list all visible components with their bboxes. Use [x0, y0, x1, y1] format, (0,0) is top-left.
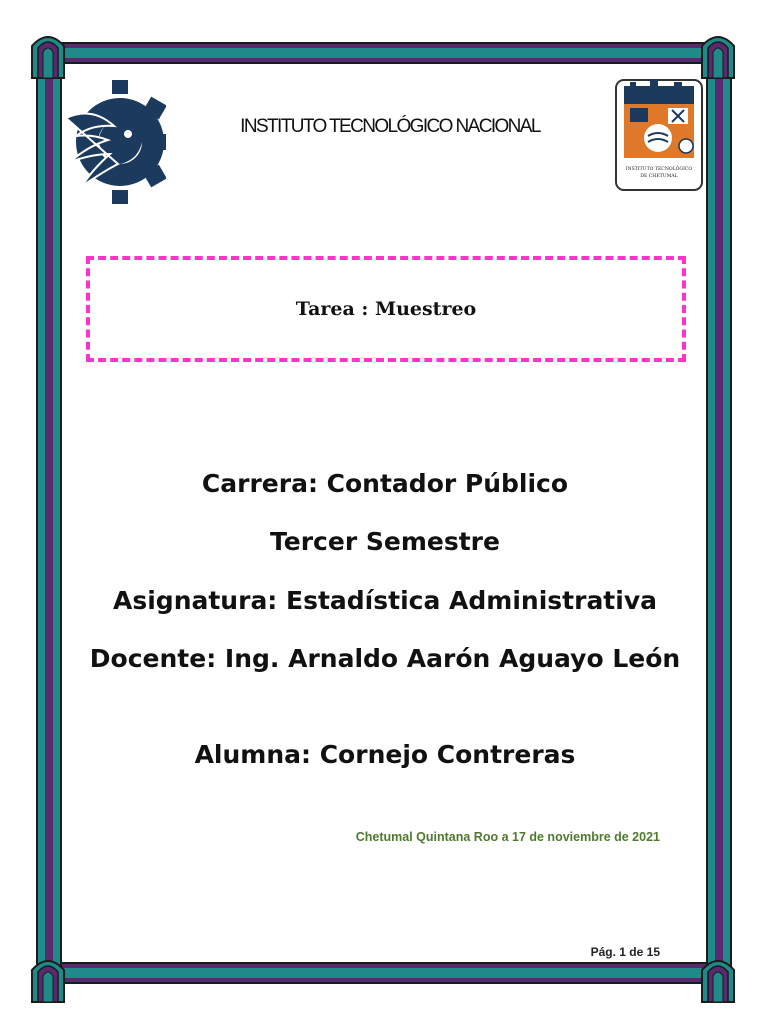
task-box [86, 256, 686, 362]
border-left [36, 50, 62, 974]
date-line: Chetumal Quintana Roo a 17 de noviembre de 2021 [355, 830, 660, 844]
corner-ornament-icon [28, 952, 68, 1004]
page-number: Pág. 1 de 15 [590, 945, 660, 959]
docente-line: Docente: Ing. Arnaldo Aarón Aguayo León [89, 644, 681, 673]
tecnm-logo-icon [62, 78, 166, 206]
itch-logo-icon [614, 78, 704, 192]
task-title: Tarea : Muestreo [295, 298, 477, 320]
itch-logo-text-1: INSTITUTO TECNOLÓGICO [625, 167, 693, 172]
itch-logo-text-2: DE CHETUMAL [640, 174, 678, 179]
corner-ornament-icon [698, 952, 738, 1004]
border-right [706, 50, 732, 974]
asignatura-line: Asignatura: Estadística Administrativa [113, 586, 657, 615]
semestre-line: Tercer Semestre [270, 527, 500, 556]
carrera-line: Carrera: Contador Público [201, 469, 569, 498]
border-top [50, 42, 718, 64]
corner-ornament-icon [698, 28, 738, 80]
border-bottom [50, 962, 718, 984]
institute-name: INSTITUTO TECNOLÓGICO NACIONAL [240, 116, 540, 137]
alumna-line: Alumna: Cornejo Contreras [194, 740, 576, 769]
corner-ornament-icon [28, 28, 68, 80]
